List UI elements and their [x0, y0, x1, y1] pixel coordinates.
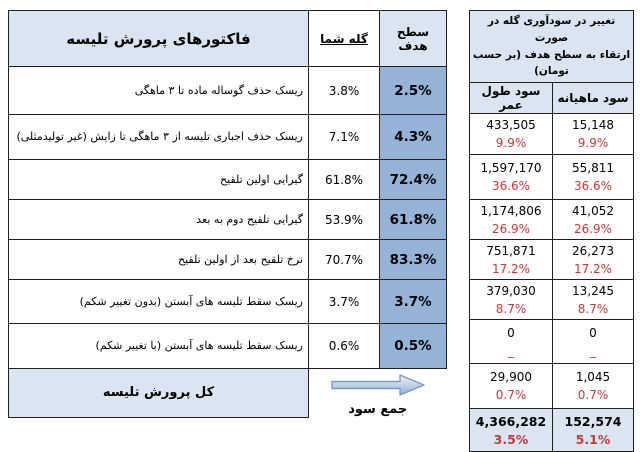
your-herd-value: 3.7% — [309, 280, 380, 324]
monthly-profit-value: 15,148 — [572, 118, 614, 133]
factor-row — [9, 200, 447, 240]
target-value: 72.4% — [380, 160, 447, 200]
lifetime-profit-cell — [470, 155, 553, 200]
profit-table-title-line1: تغییر در سودآوری گله در صورت — [487, 15, 616, 44]
your-herd-value: 61.8% — [309, 160, 380, 200]
lifetime-profit-value: 1,597,170 — [480, 161, 542, 176]
target-value: 3.7% — [380, 280, 447, 324]
factors-header: فاکتورهای پرورش تلیسه — [9, 11, 309, 67]
lifetime-profit-value: 433,505 — [486, 118, 536, 133]
lifetime-profit-cell — [470, 114, 553, 155]
target-value: 2.5% — [380, 67, 447, 115]
heifer-factors-table — [8, 10, 447, 418]
lifetime-profit-pct: 26.9% — [491, 221, 531, 236]
factor-label: گیرایی تلقیح دوم به بعد — [9, 200, 309, 240]
factor-row — [9, 280, 447, 324]
monthly-profit-pct: 8.7% — [577, 301, 609, 316]
target-value: 0.5% — [380, 324, 447, 369]
lifetime-profit-cell — [470, 320, 553, 364]
monthly-profit-pct: 17.2% — [573, 261, 613, 276]
lifetime-profit-cell — [470, 240, 553, 280]
profit-change-table — [469, 10, 634, 452]
monthly-profit-value: 1,045 — [575, 370, 611, 385]
lifetime-profit-value: 379,030 — [486, 283, 536, 298]
total-profit-arrow-area — [309, 369, 447, 418]
monthly-profit-cell — [553, 240, 634, 280]
monthly-profit-value: 26,273 — [572, 243, 614, 258]
lifetime-profit-value: 1,174,806 — [480, 203, 542, 218]
profit-row — [470, 114, 634, 155]
monthly-profit-pct: 0.7% — [577, 388, 609, 403]
factor-row — [9, 115, 447, 160]
lifetime-profit-header: سود طول عمر — [470, 83, 553, 114]
monthly-profit-value: 55,811 — [572, 161, 614, 176]
profit-table-header-row — [470, 83, 634, 114]
factor-label: گیرایی اولین تلقیح — [9, 160, 309, 200]
your-herd-value: 70.7% — [309, 240, 380, 280]
monthly-profit-cell — [553, 155, 634, 200]
lifetime-profit-pct: 8.7% — [495, 301, 527, 316]
your-herd-value: 7.1% — [309, 115, 380, 160]
profit-table-title-row — [470, 11, 634, 83]
lifetime-profit-cell — [470, 280, 553, 320]
lifetime-profit-total-cell — [470, 409, 553, 452]
target-value: 61.8% — [380, 200, 447, 240]
factor-row — [9, 240, 447, 280]
lifetime-profit-pct: 0.7% — [495, 388, 527, 403]
monthly-profit-value: 13,245 — [572, 283, 614, 298]
table-header-row — [9, 11, 447, 67]
factor-label: نرخ تلقیح بعد از اولین تلقیح — [9, 240, 309, 280]
your-herd-value: 3.8% — [309, 67, 380, 115]
monthly-profit-value: 41,052 — [572, 203, 614, 218]
profit-table-title — [470, 11, 634, 83]
lifetime-profit-cell — [470, 200, 553, 240]
profit-row — [470, 364, 634, 409]
monthly-profit-value: 0 — [589, 325, 597, 340]
profit-row — [470, 280, 634, 320]
monthly-profit-pct: 9.9% — [577, 136, 609, 151]
lifetime-profit-pct: _ — [508, 343, 514, 358]
monthly-profit-cell — [553, 364, 634, 409]
monthly-profit-cell — [553, 280, 634, 320]
target-level-header: سطح هدف — [380, 11, 447, 67]
your-herd-value: 53.9% — [309, 200, 380, 240]
profit-row — [470, 240, 634, 280]
total-profit-arrow-label: جمع سود — [348, 402, 408, 417]
your-herd-header: گله شما — [309, 11, 380, 67]
lifetime-profit-total-pct: 3.5% — [493, 432, 529, 448]
lifetime-profit-value: 0 — [507, 325, 515, 340]
factor-label: ریسک حذف گوساله ماده تا ۳ ماهگی — [9, 67, 309, 115]
factor-row — [9, 324, 447, 369]
total-profit-arrow-icon — [330, 373, 426, 401]
factor-label: ریسک حذف اجباری تلیسه از ۳ ماهگی تا زایش (غیر تولیدمثلی) — [9, 115, 309, 160]
lifetime-profit-value: 29,900 — [490, 370, 532, 385]
total-label: کل پرورش تلیسه — [9, 369, 309, 418]
monthly-profit-pct: _ — [590, 343, 596, 358]
monthly-profit-total-value: 152,574 — [564, 413, 622, 429]
monthly-profit-pct: 26.9% — [573, 221, 613, 236]
factor-row — [9, 67, 447, 115]
your-herd-value: 0.6% — [309, 324, 380, 369]
profit-row — [470, 320, 634, 364]
monthly-profit-header: سود ماهیانه — [553, 83, 634, 114]
lifetime-profit-pct: 17.2% — [491, 261, 531, 276]
monthly-profit-cell — [553, 200, 634, 240]
monthly-profit-total-cell — [553, 409, 634, 452]
lifetime-profit-total-value: 4,366,282 — [475, 413, 547, 429]
target-value: 83.3% — [380, 240, 447, 280]
target-value: 4.3% — [380, 115, 447, 160]
factor-label: ریسک سقط تلیسه های آبستن (با تغییر شکم) — [9, 324, 309, 369]
monthly-profit-cell — [553, 114, 634, 155]
factor-label: ریسک سقط تلیسه های آبستن (بدون تغییر شکم) — [9, 280, 309, 324]
lifetime-profit-cell — [470, 364, 553, 409]
profit-total-row — [470, 409, 634, 452]
monthly-profit-total-pct: 5.1% — [575, 432, 611, 448]
lifetime-profit-pct: 9.9% — [495, 136, 527, 151]
profit-row — [470, 200, 634, 240]
profit-row — [470, 155, 634, 200]
profit-table-title-line2: ارتقاء به سطح هدف (بر حسب تومان) — [472, 48, 631, 78]
lifetime-profit-value: 751,871 — [486, 243, 536, 258]
factor-row — [9, 160, 447, 200]
lifetime-profit-pct: 36.6% — [491, 179, 531, 194]
total-row — [9, 369, 447, 418]
monthly-profit-pct: 36.6% — [573, 179, 613, 194]
monthly-profit-cell — [553, 320, 634, 364]
